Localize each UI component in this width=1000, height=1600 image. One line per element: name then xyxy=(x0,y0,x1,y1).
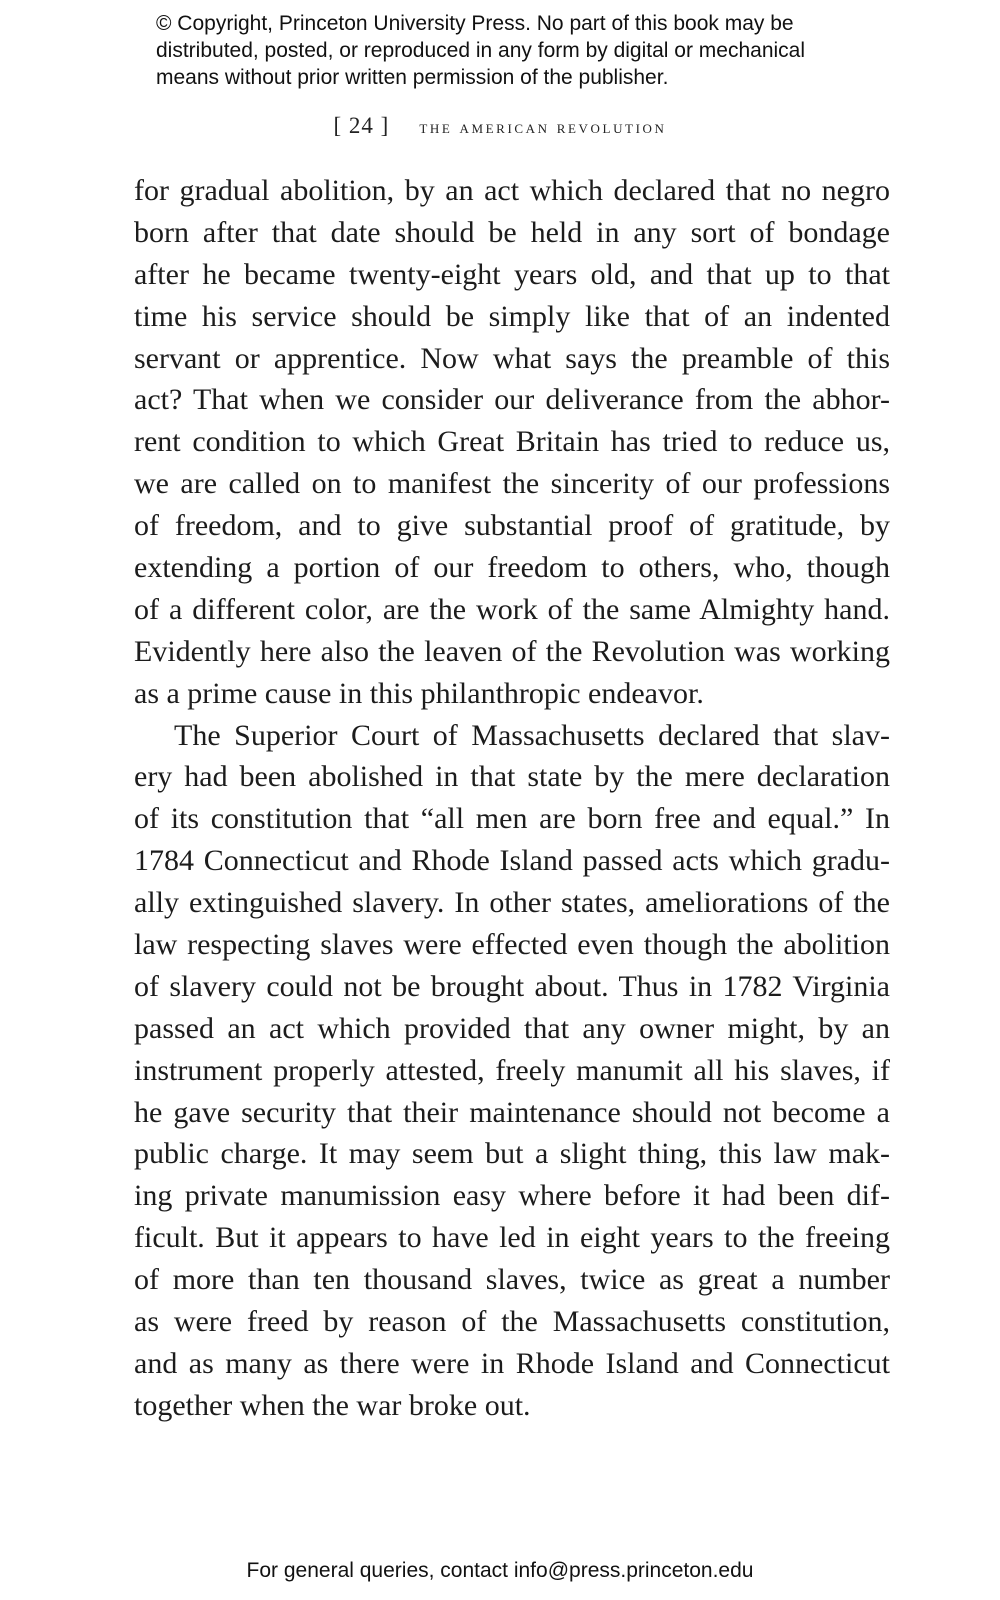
text-line: The Superior Court of Massachusetts declared that slav- xyxy=(174,718,890,752)
copyright-line: distributed, posted, or reproduced in any form by digital or mechanical xyxy=(156,39,806,62)
text-line: and as many as there were in Rhode Island and Connecticut xyxy=(134,1346,890,1380)
text-line: time his service should be simply like that of an indented xyxy=(134,299,890,333)
text-line: of its constitution that “all men are born free and equal.” In xyxy=(134,802,890,836)
text-line: rent condition to which Great Britain has tried to reduce us, xyxy=(134,425,890,459)
text-line: after he became twenty-eight years old, and that up to that xyxy=(134,257,890,291)
running-head xyxy=(0,113,1000,139)
text-line: as were freed by reason of the Massachusetts constitution, xyxy=(134,1305,890,1339)
text-line: passed an act which provided that any owner might, by an xyxy=(134,1011,890,1045)
copyright-notice xyxy=(156,10,876,91)
copyright-line: means without prior written permission of the publisher. xyxy=(156,66,669,89)
body-text xyxy=(134,170,890,1427)
book-title: the american revolution xyxy=(419,117,667,137)
text-line: for gradual abolition, by an act which declared that no negro xyxy=(134,174,890,207)
text-line: he gave security that their maintenance should not become a xyxy=(134,1095,890,1129)
text-line: of more than ten thousand slaves, twice as great a number xyxy=(134,1263,890,1297)
text-line: extending a portion of our freedom to others, who, though xyxy=(134,551,890,585)
text-line: ing private manumission easy where before it had been dif- xyxy=(134,1179,890,1213)
text-line: ery had been abolished in that state by the mere declaration xyxy=(134,760,890,794)
text-line: of freedom, and to give substantial proof of gratitude, by xyxy=(134,509,890,543)
text-line: public charge. It may seem but a slight thing, this law mak- xyxy=(134,1137,890,1171)
text-line: as a prime cause in this philanthropic endeavor. xyxy=(134,676,704,710)
text-line: born after that date should be held in any sort of bondage xyxy=(134,215,890,249)
text-line: together when the war broke out. xyxy=(134,1388,531,1422)
text-line: of slavery could not be brought about. Thus in 1782 Virginia xyxy=(134,969,890,1003)
text-line: of a different color, are the work of the same Almighty hand. xyxy=(134,592,890,626)
text-line: ficult. But it appears to have led in eight years to the freeing xyxy=(134,1221,890,1255)
text-line: servant or apprentice. Now what says the preamble of this xyxy=(134,341,890,375)
text-line: we are called on to manifest the sincerity of our professions xyxy=(134,467,890,501)
text-line: Evidently here also the leaven of the Revolution was working xyxy=(134,634,890,668)
copyright-line: © Copyright, Princeton University Press. No part of this book may be xyxy=(156,12,794,35)
text-line: law respecting slaves were effected even though the abolition xyxy=(134,928,890,962)
text-line: 1784 Connecticut and Rhode Island passed acts which gradu- xyxy=(134,844,890,878)
text-line: ally extinguished slavery. In other states, ameliorations of the xyxy=(134,886,890,920)
text-line: instrument properly attested, freely manumit all his slaves, if xyxy=(134,1053,890,1087)
page-number: [ 24 ] xyxy=(333,113,390,138)
footer-contact: For general queries, contact info@press.princeton.edu xyxy=(246,1559,754,1582)
text-line: act? That when we consider our deliverance from the abhor- xyxy=(134,383,890,417)
